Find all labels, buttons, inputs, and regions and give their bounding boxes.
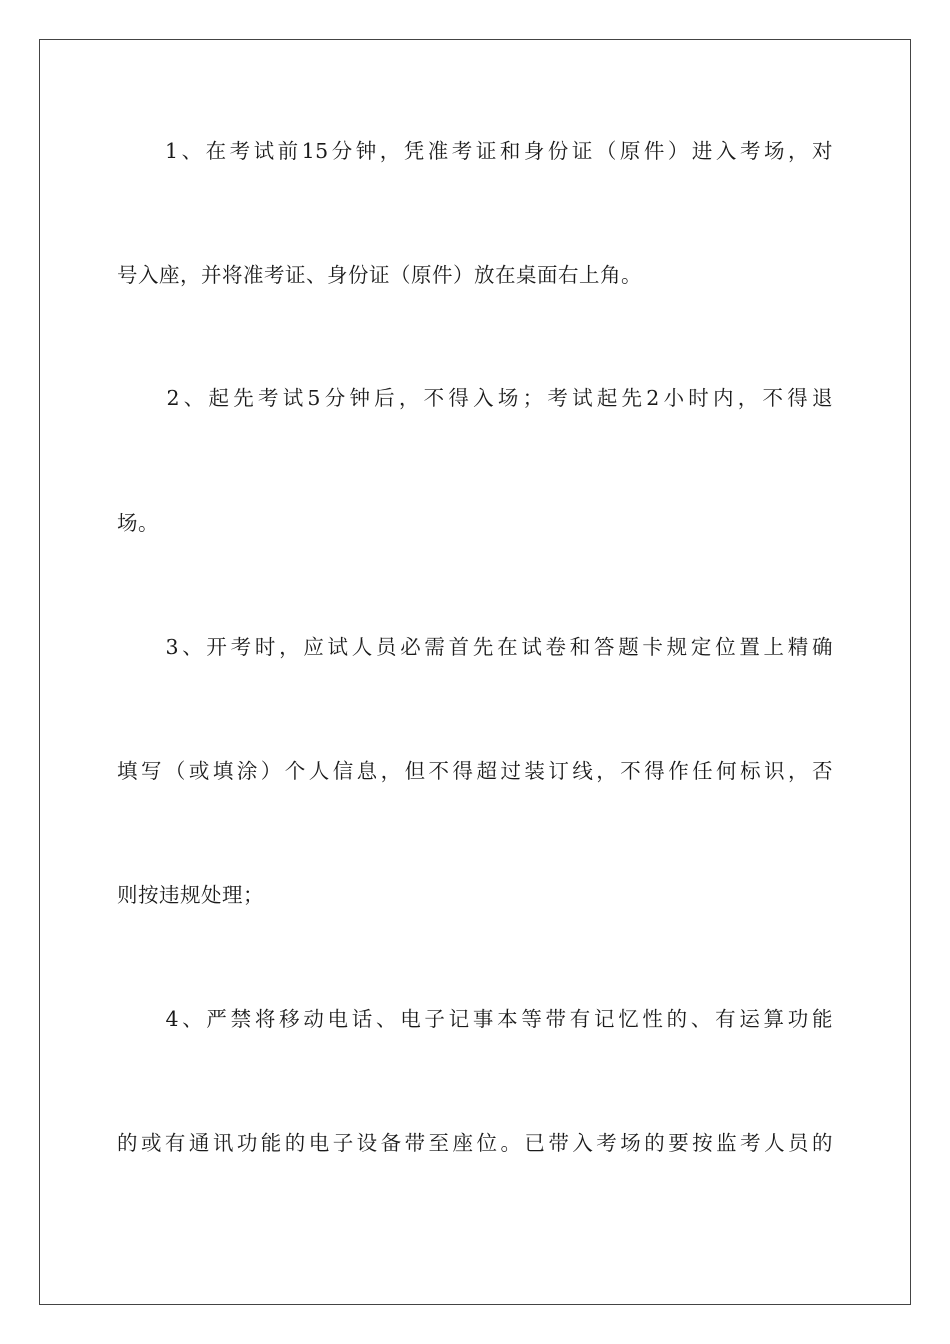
rule-2-line-2: 场。 [117, 511, 159, 535]
rule-2-line-1: 2、起先考试5分钟后，不得入场；考试起先2小时内，不得退 [117, 386, 833, 410]
rule-4-line-2: 的或有通讯功能的电子设备带至座位。已带入考场的要按监考人员的 [117, 1131, 833, 1155]
page-border [39, 39, 911, 1305]
rule-3-line-2: 填写（或填涂）个人信息，但不得超过装订线，不得作任何标识，否 [117, 759, 833, 783]
rule-4-line-1: 4、严禁将移动电话、电子记事本等带有记忆性的、有运算功能 [117, 1007, 833, 1031]
rule-1-line-2: 号入座，并将准考证、身份证（原件）放在桌面右上角。 [117, 263, 642, 287]
rule-3-line-3: 则按违规处理； [117, 883, 264, 907]
rule-3-line-1: 3、开考时，应试人员必需首先在试卷和答题卡规定位置上精确 [117, 635, 833, 659]
rule-1-line-1: 1、在考试前15分钟，凭准考证和身份证（原件）进入考场，对 [117, 139, 833, 163]
